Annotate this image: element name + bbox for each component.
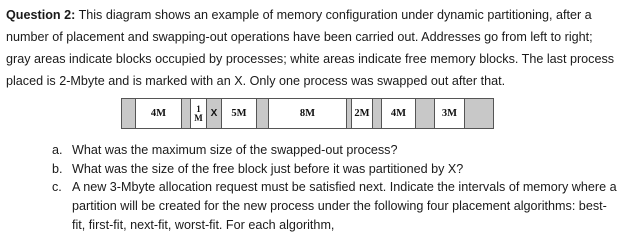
question-label: Question 2: <box>6 8 76 22</box>
subquestion-marker: a. <box>52 143 63 157</box>
block-1m-unit: M <box>194 112 203 123</box>
memory-block-free-1m <box>191 99 206 128</box>
memory-block-free-5m: 5M <box>231 108 247 119</box>
subquestion-text: A new 3-Mbyte allocation request must be satisfied next. Indicate the intervals of memory where a partition will be created for the new process under the following four placement algorithms: best-fit, first-fit, next-fit, worst-fit. For each algorithm, <box>72 180 617 232</box>
block-1m-number: 1 <box>196 103 201 114</box>
memory-block-process-x: X <box>206 99 222 128</box>
subquestion-text: What was the maximum size of the swapped-out process? <box>72 143 398 157</box>
subquestion-marker: c. <box>52 180 62 195</box>
question-body: This diagram shows an example of memory configuration under dynamic partitioning, after a number of placement and swapping-out operations have been carried out. Addresses go from left to right; gray areas indicate blocks occupied by processes; white areas indicate free memory blocks. The last process placed is 2-Mbyte and is marked with an X. Only one process was swapped out after that. <box>6 8 615 88</box>
memory-block-occupied <box>464 99 493 128</box>
subquestion-list <box>52 141 618 235</box>
subquestion-text: What was the size of the free block just before it was partitioned by X? <box>72 161 464 176</box>
memory-block-occupied <box>372 99 382 128</box>
subquestion-c <box>52 178 618 234</box>
memory-block-free-8m: 8M <box>299 108 316 119</box>
subquestion-marker: b. <box>52 161 63 176</box>
memory-block-free-4m-b: 4M <box>390 108 407 119</box>
memory-block-occupied <box>415 99 435 128</box>
memory-block-free-2m: 2M <box>354 108 370 119</box>
memory-block-free-4m: 4M <box>150 108 167 119</box>
subquestion-b <box>52 160 618 179</box>
memory-diagram <box>121 98 494 129</box>
memory-block-occupied <box>181 99 191 128</box>
subquestion-a <box>52 141 618 160</box>
question-text <box>6 4 618 92</box>
memory-block-free-3m: 3M <box>441 108 458 119</box>
memory-block-occupied <box>122 99 136 128</box>
memory-block-occupied <box>256 99 269 128</box>
